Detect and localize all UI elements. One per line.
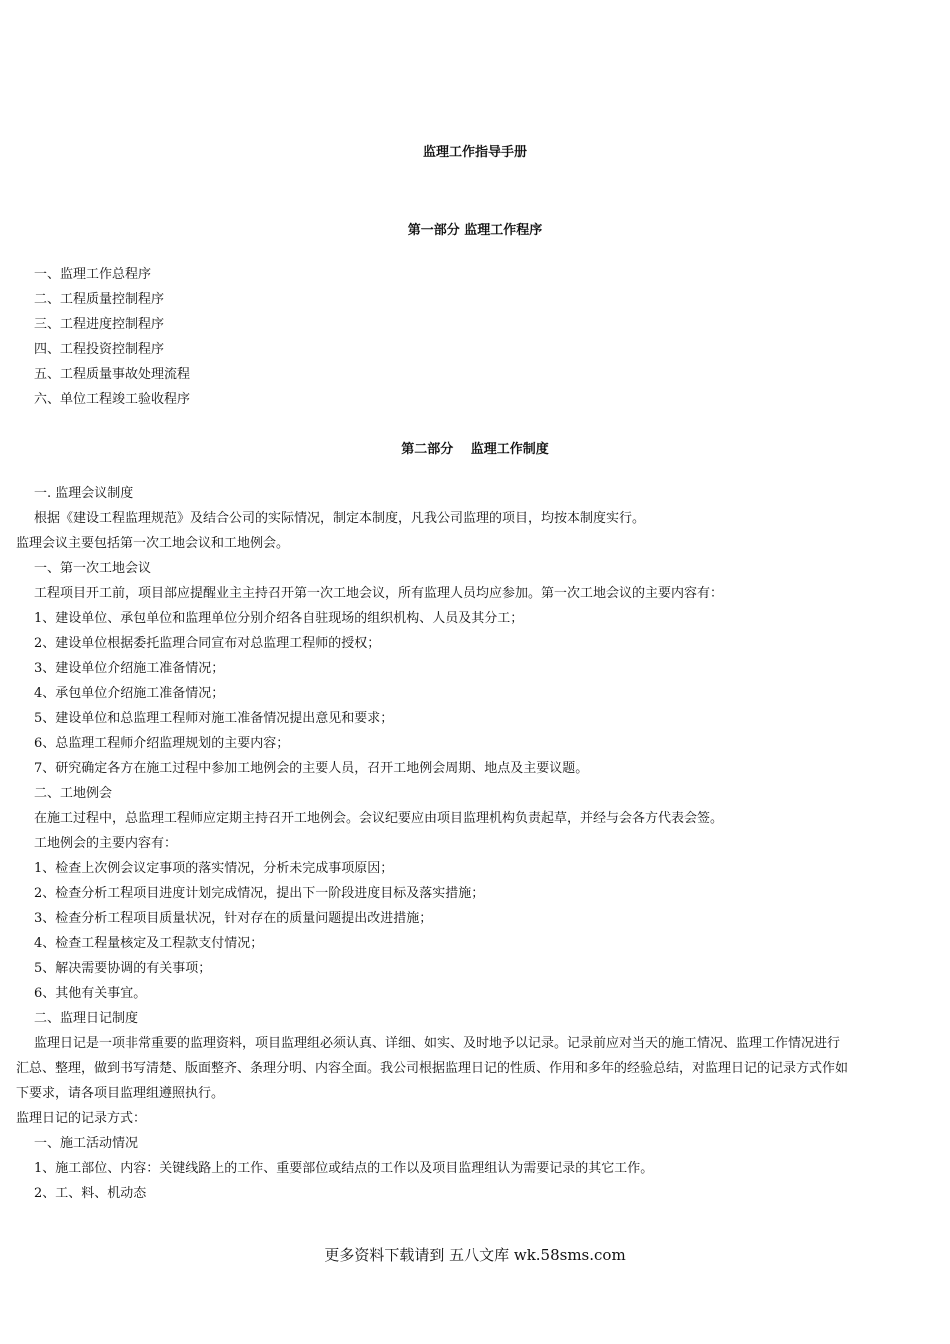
paragraph-line: 汇总、整理，做到书写清楚、版面整齐、条理分明、内容全面。我公司根据监理日记的性质、作用和多年的经验总结，对监理日记的记录方式作如 bbox=[16, 1061, 849, 1076]
paragraph: 在施工过程中，总监理工程师应定期主持召开工地例会。会议纪要应由项目监理机构负责起草，并经与会各方代表会签。 bbox=[34, 811, 724, 826]
list-item: 3、建设单位介绍施工准备情况； bbox=[34, 661, 225, 676]
list-item: 5、解决需要协调的有关事项； bbox=[34, 961, 212, 976]
footer-watermark: 更多资料下载请到 五八文库 wk.58sms.com bbox=[324, 1246, 626, 1264]
document-title: 监理工作指导手册 bbox=[422, 145, 527, 160]
list-item: 一、监理工作总程序 bbox=[34, 267, 152, 282]
subheading: 一、第一次工地会议 bbox=[34, 561, 152, 576]
subheading: 一. 监理会议制度 bbox=[34, 486, 134, 501]
paragraph: 根据《建设工程监理规范》及结合公司的实际情况，制定本制度，凡我公司监理的项目，均按本制度实行。 bbox=[34, 511, 646, 526]
part-two-heading: 第二部分 监理工作制度 bbox=[401, 442, 549, 457]
paragraph-line: 监理日记是一项非常重要的监理资料，项目监理组必须认真、详细、如实、及时地予以记录。记录前应对当天的施工情况、监理工作情况进行 bbox=[34, 1036, 841, 1051]
list-item: 1、施工部位、内容：关键线路上的工作、重要部位或结点的工作以及项目监理组认为需要记录的其它工作。 bbox=[34, 1161, 654, 1176]
list-item: 2、工、料、机动态 bbox=[34, 1186, 147, 1201]
list-item: 2、检查分析工程项目进度计划完成情况，提出下一阶段进度目标及落实措施； bbox=[34, 886, 485, 901]
list-item: 1、建设单位、承包单位和监理单位分别介绍各自驻现场的组织机构、人员及其分工； bbox=[34, 611, 524, 626]
paragraph: 监理会议主要包括第一次工地会议和工地例会。 bbox=[16, 536, 290, 551]
part-one-list bbox=[16, 262, 936, 412]
paragraph: 监理日记的记录方式： bbox=[16, 1111, 147, 1126]
list-item: 1、检查上次例会议定事项的落实情况，分析未完成事项原因； bbox=[34, 861, 394, 876]
list-item: 四、工程投资控制程序 bbox=[34, 342, 165, 357]
part-one-heading: 第一部分 监理工作程序 bbox=[407, 223, 543, 238]
list-item: 五、工程质量事故处理流程 bbox=[34, 367, 191, 382]
list-item: 3、检查分析工程项目质量状况，针对存在的质量问题提出改进措施； bbox=[34, 911, 433, 926]
list-item: 三、工程进度控制程序 bbox=[34, 317, 165, 332]
list-item: 6、其他有关事宜。 bbox=[34, 986, 147, 1001]
list-item: 二、工程质量控制程序 bbox=[34, 292, 165, 307]
subheading: 二、工地例会 bbox=[34, 786, 113, 801]
paragraph: 工地例会的主要内容有： bbox=[34, 836, 178, 851]
list-item: 6、总监理工程师介绍监理规划的主要内容； bbox=[34, 736, 290, 751]
list-item: 4、承包单位介绍施工准备情况； bbox=[34, 686, 225, 701]
subheading: 二、监理日记制度 bbox=[34, 1011, 139, 1026]
paragraph: 工程项目开工前，项目部应提醒业主主持召开第一次工地会议，所有监理人员均应参加。第一次工地会议的主要内容有： bbox=[34, 586, 724, 601]
list-item: 7、研究确定各方在施工过程中参加工地例会的主要人员，召开工地例会周期、地点及主要议题。 bbox=[34, 761, 589, 776]
list-item: 2、建设单位根据委托监理合同宣布对总监理工程师的授权； bbox=[34, 636, 381, 651]
list-item: 4、检查工程量核定及工程款支付情况； bbox=[34, 936, 264, 951]
paragraph-line: 下要求，请各项目监理组遵照执行。 bbox=[16, 1086, 225, 1101]
subheading: 一、施工活动情况 bbox=[34, 1136, 139, 1151]
list-item: 5、建设单位和总监理工程师对施工准备情况提出意见和要求； bbox=[34, 711, 394, 726]
part-two-body bbox=[16, 481, 936, 1206]
list-item: 六、单位工程竣工验收程序 bbox=[34, 392, 191, 407]
